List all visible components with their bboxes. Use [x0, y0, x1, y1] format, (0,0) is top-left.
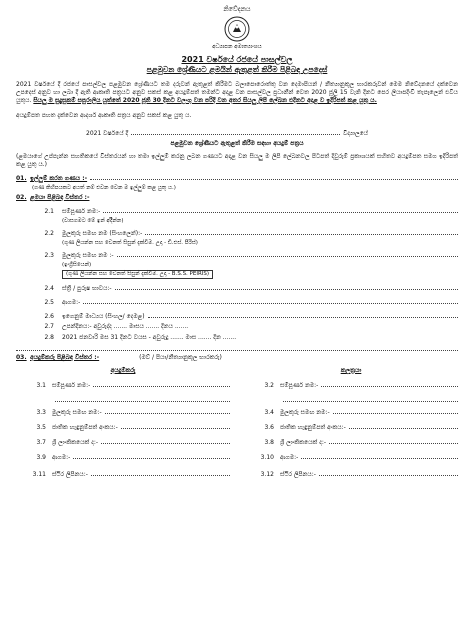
- field-2-3: 2.3 මුලකුරු සමඟ නම :-: [16, 250, 458, 260]
- section-1-label: ඉල්ලුම් කරන ගණය :-: [30, 174, 88, 182]
- spouse-citizen-blank[interactable]: [329, 437, 458, 444]
- section-3-label: අයදුම්කරු පිළිබඳ විස්තර :-: [30, 354, 100, 362]
- form-note: (ළමයාගේ උප්පැන්න සහතිකයේ විස්තරයන් හා තමා ඉල්ලුම් කරනු ලබන ගණයට අදාළ වන සියලු ම ලිපි ලේඛනවල පිටපත් දිවුරුම් ප්‍රකාශයක් සහිතව අයදුම්පත සමග ඉදිරිපත් කළ යුතු ය.): [16, 152, 458, 168]
- field-3-7: 3.7 ශ්‍රී ලාංකිකයෙක් ද:-: [16, 437, 230, 447]
- medium-blank[interactable]: [148, 311, 458, 318]
- section-2-number: 02.: [16, 193, 27, 201]
- section-2-fields: 2.1 සම්පූර්ණ නම:- (වාසගමට මේ ඉන් අදිින්න) 2.2 මුලකුරු සමඟ නම (සිංහලෙන්):- (ගුණ ලියන්න සහ වෙනත් සිසුන් දැක්වීම. උදා - ඩී.එස්. පීරිස්) 2.3 මුලකුරු සමඟ නම :- (ඉංග්‍රීසියෙන්) (ගුණ ලියන්න සහ වෙනත් සිසුන් දැක්වීම. උදා - B.S.S. PEIRIS) 2.4 ස්ත්‍රී / පුරුෂ භාවය:- 2.5 ආගම:- 2.6 ඉගෙනුම් මාධ්‍යය (සිංහල/ දෙමළ) 2.7 උපන්දිනය:- අවුරුද්ද ....... මාසය ....... දිනය ....... 2.8 2021 ජනවාරි මස 31 දිනට වයස - අවුරුදු ....... මාස ....... දින .......: [16, 206, 458, 342]
- field-3-11: 3.11 ස්ථිර ලිපිනය:-: [16, 469, 230, 479]
- notice-title: 2021 වර්ෂයේ රජයේ පාසල්වල: [181, 54, 293, 64]
- field-2-7: 2.7 උපන්දිනය:- අවුරුද්ද ....... මාසය ....... දිනය .......: [44, 323, 189, 331]
- field-3-12: 3.12 ස්ථිර ලිපිනය:-: [244, 469, 458, 479]
- applicant-columns: [16, 368, 458, 479]
- section-2: [16, 195, 458, 202]
- spouse-heading: කලත්‍රයා: [340, 367, 362, 375]
- section-3-sub: (මව් / පියා/නීත්‍යානුකූල භාරකරු): [139, 354, 222, 362]
- field-2-2: 2.2 මුලකුරු සමඟ නම (සිංහලෙන්):-: [16, 228, 458, 238]
- religion-blank[interactable]: [83, 297, 458, 304]
- spouse-religion-blank[interactable]: [301, 452, 458, 459]
- field-3-3: 3.3 මුලකුරු සමඟ නම:-: [16, 407, 230, 417]
- instruction-text: අයදුම්පත පහත දැක්වෙන ආදර්ශ ආකෘති පත්‍රය අනුව සකස් කළ යුතු ය.: [16, 111, 192, 119]
- field-2-6: 2.6 ඉගෙනුම් මාධ්‍යය (සිංහල/ දෙමළ): [16, 311, 458, 321]
- applicant-address-blank[interactable]: [91, 469, 230, 476]
- spouse-nic-blank[interactable]: [349, 422, 458, 429]
- applicant-initials-blank[interactable]: [105, 407, 230, 414]
- field-3-9: 3.9 ආගම:-: [16, 452, 230, 462]
- school-suffix: විද්‍යාලයේ: [343, 129, 368, 137]
- name-sinhala-blank[interactable]: [145, 228, 458, 235]
- spouse-address-blank[interactable]: [319, 469, 458, 476]
- section-1-note: (ගණ කිහිපයකට අයත් නම් එවන වෙන ම ඉල්ලුම් කළ යුතු ය.): [32, 184, 176, 191]
- field-2-4: 2.4 ස්ත්‍රී / පුරුෂ භාවය:-: [16, 283, 458, 293]
- government-emblem-icon: [224, 16, 250, 42]
- form-year-line: 2021 වර්ෂයේ දී: [86, 129, 129, 137]
- field-2-8: 2.8 2021 ජනවාරි මස 31 දිනට වයස - අවුරුදු ....... මාස ....... දින .......: [44, 334, 237, 342]
- field-3-8: 3.8 ශ්‍රී ලාංකිකයෙක් ද:-: [244, 437, 458, 447]
- section-1-blank[interactable]: [90, 173, 458, 180]
- intro-text: 2021 වර්ෂයේ දී රජයේ පාසල්වල පළමුවන ශ්‍රේණියට තම දරුවන් ඇතුළත් කිරීමට බලාපොරොත්තු වන දෙමාපියන් / නීත්‍යානුකූල භාරකරුවන් මෙම නිවේදනයේ දක්වෙන උපදෙස් අනුව හා ලබා දී ඇති ආකෘති පත්‍රයට අනුව සකස් කළ අයදුම්පත් තමන්ට අදාළ වන පාසල්වල ප්‍රධානීන් වෙත 2020 ජූලි 15 වැනි දිනට පෙර ලියාපදිංචි තැපෑලෙන් එවිය යුතුය.: [16, 80, 458, 104]
- spouse-initials-blank[interactable]: [333, 407, 458, 414]
- section-1: [16, 173, 458, 183]
- field-3-6: 3.6 ජාතික හැඳුනුම්පත් අංකය:-: [244, 422, 458, 432]
- section-3: [16, 355, 458, 362]
- gender-blank[interactable]: [115, 283, 458, 290]
- field-3-1: 3.1 සම්පූර්ණ නම:-: [16, 380, 230, 390]
- section-1-number: 01.: [16, 174, 27, 182]
- intro-paragraph: [16, 81, 458, 105]
- field-3-5: 3.5 ජාතික හැඳුනුම්පත් අංකය:-: [16, 422, 230, 432]
- applicant-heading: අයදුම්කරු: [110, 367, 136, 375]
- field-2-1: 2.1 සම්පූර්ණ නම:-: [16, 206, 458, 216]
- spouse-column: [244, 368, 458, 479]
- top-label: නිවේදනය: [223, 5, 251, 13]
- name-english-blank[interactable]: [117, 250, 458, 257]
- notice-subtitle: පළමුවන ශ්‍රේණියට ළමයින් ඇතුළත් කිරීම පිළිබඳ උපදෙස්: [146, 64, 328, 74]
- spouse-name-blank[interactable]: [321, 380, 458, 387]
- school-name-blank[interactable]: [131, 128, 340, 135]
- full-name-blank[interactable]: [103, 206, 458, 213]
- ministry-name: අධ්‍යාපන අමාත්‍යාංශය: [212, 44, 262, 51]
- spouse-name-blank-2[interactable]: [283, 395, 458, 402]
- field-3-10: 3.10 ආගම:-: [244, 452, 458, 462]
- section-2-label: ළමයා පිළිබඳ විස්තර :-: [30, 193, 90, 201]
- field-3-2: 3.2 සම්පූර්ණ නම:-: [244, 380, 458, 390]
- applicant-name-blank-2[interactable]: [55, 395, 230, 402]
- applicant-column: [16, 368, 230, 479]
- field-3-4: 3.4 මුලකුරු සමඟ නම:-: [244, 407, 458, 417]
- form-header-line: [16, 128, 458, 138]
- applicant-nic-blank[interactable]: [121, 422, 230, 429]
- applicant-name-blank[interactable]: [93, 380, 230, 387]
- intro-emphasis: සියලු ම සුදුසුකම් සපුරාලිය යුත්තේ 2020 ජූනි 30 දිනට වලංගු වන පරිදි වන අතර සියලු ලිපි ලේඛන එදිනට අදාළ ව ඉදිරිපත් කළ යුතු ය.: [33, 96, 377, 104]
- divider: [16, 350, 458, 351]
- applicant-religion-blank[interactable]: [73, 452, 230, 459]
- applicant-citizen-blank[interactable]: [101, 437, 230, 444]
- section-3-number: 03.: [16, 354, 27, 362]
- field-2-5: 2.5 ආගම:-: [16, 297, 458, 307]
- form-title: පළමුවන ශ්‍රේණියට ඇතුළත් කිරීම සඳහා අයදුම් පත්‍රය: [170, 139, 304, 147]
